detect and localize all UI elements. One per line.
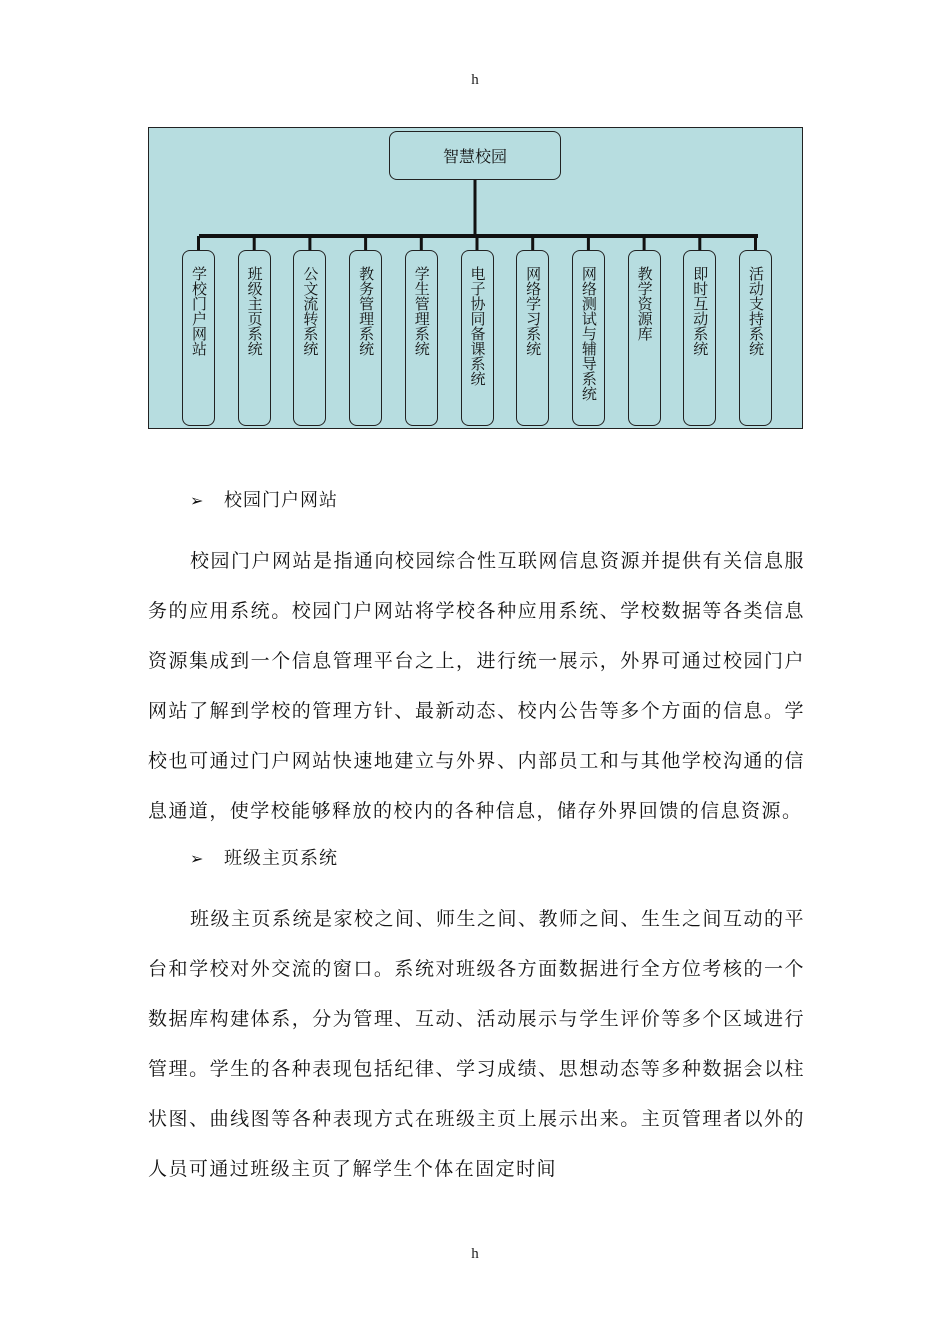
arrow-bullet-icon: ➢ [190,849,204,868]
leaf-label: 网 络 测 试 与 辅 导 系 统 [581,265,597,403]
arrow-bullet-icon: ➢ [190,491,204,510]
section-heading: ➢ 校园门户网站 [148,486,805,516]
leaf-label: 教 学 资 源 库 [637,265,653,343]
leaf-node [182,250,215,426]
section-paragraph: 班级主页系统是家校之间、师生之间、教师之间、生生之间互动的平台和学校对外交流的窗口。系统对班级各方面数据进行全方位考核的一个数据库构建体系，分为管理、互动、活动展示与学生评价等多个区域进行管理。学生的各种表现包括纪律、学习成绩、思想动态等多种数据会以柱状图、曲线图等各种表现方式在班级主页上展示出来。主页管理者以外的人员可通过班级主页了解学生个体在固定时间 [148,908,805,1180]
leaf-label: 公 文 流 转 系 统 [303,265,319,358]
leaf-label: 学 生 管 理 系 统 [414,265,430,358]
leaf-label: 活 动 支 持 系 统 [748,265,764,358]
section-paragraph: 校园门户网站是指通向校园综合性互联网信息资源并提供有关信息服务的应用系统。校园门户网站将学校各种应用系统、学校数据等各类信息资源集成到一个信息管理平台之上，进行统一展示，外界可通过校园门户网站了解到学校的管理方针、最新动态、校内公告等多个方面的信息。学校也可通过门户网站快速地建立与外界、内部员工和与其他学校沟通的信息通道，使学校能够释放的校内的各种信息，储存外界回馈的信息资源。 [148,550,805,822]
leaf-node [628,250,661,426]
leaf-node [739,250,772,426]
page-footer-mark: h [471,1246,479,1262]
leaf-label: 班 级 主 页 系 统 [247,265,263,358]
leaf-node [293,250,326,426]
leaf-label: 即 时 互 动 系 统 [693,265,709,358]
root-node-smart-campus: 智慧校园 [389,131,561,180]
leaf-node [572,250,605,426]
leaf-node [405,250,438,426]
section-heading: ➢ 班级主页系统 [148,844,805,874]
leaf-node [516,250,549,426]
leaf-node [238,250,271,426]
leaf-label: 网 络 学 习 系 统 [526,265,542,358]
leaf-label: 学 校 门 户 网 站 [191,265,207,358]
leaf-label: 电 子 协 同 备 课 系 统 [470,265,486,388]
document-body [148,486,805,1194]
leaf-node [683,250,716,426]
smart-campus-diagram [148,127,803,429]
leaf-label: 教 务 管 理 系 统 [359,265,375,358]
leaf-node [349,250,382,426]
page-header-mark: h [471,72,479,88]
leaf-node [461,250,494,426]
